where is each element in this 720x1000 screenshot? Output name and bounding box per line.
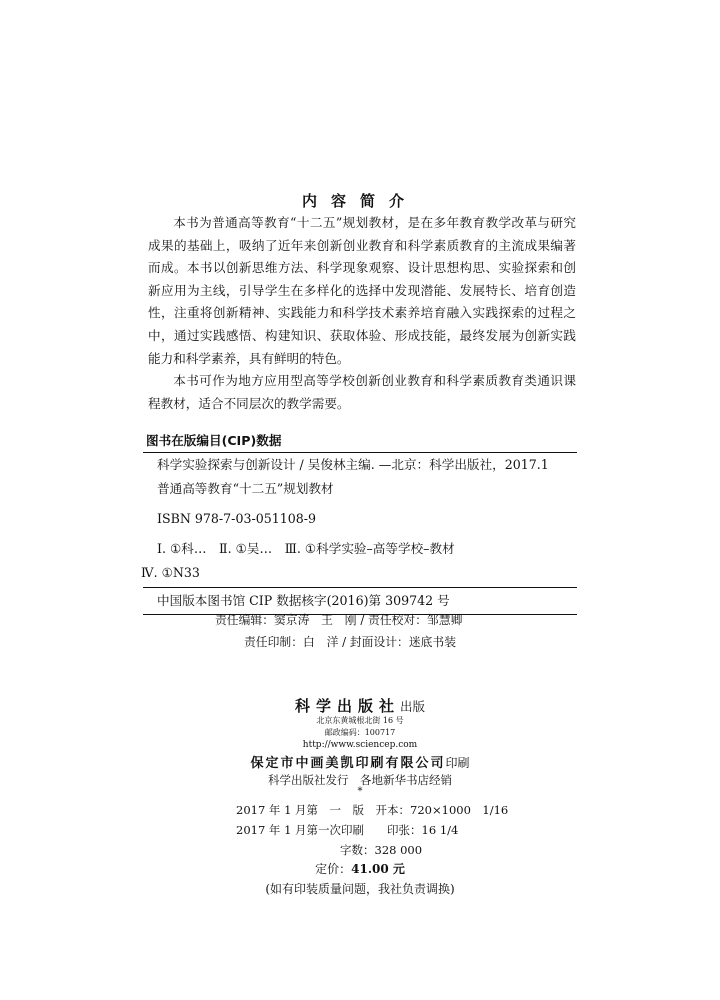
price-line (0, 860, 720, 877)
quality-note: (如有印装质量问题，我社负责调换) (265, 882, 455, 896)
summary-paragraph-2: 本书可作为地方应用型高等学校创新创业教育和科学素质教育类通识课程教材，适合不同层次的教学需要。 (148, 373, 576, 411)
cip-classification-1: Ⅰ. ①科… Ⅱ. ①吴… Ⅲ. ①科学实验–高等学校–教材 (157, 541, 455, 556)
edition-line-1: 2017 年 1 月第 一 版 开本：720×1000 1/16 (236, 803, 509, 817)
publisher-postcode: 邮政编码：100717 (324, 728, 396, 737)
cip-classification-2: Ⅳ. ①N33 (141, 565, 200, 580)
cip-isbn: ISBN 978-7-03-051108-9 (157, 511, 317, 526)
printer-line (0, 752, 720, 771)
publisher-suffix: 出版 (400, 699, 426, 714)
printer-suffix: 印刷 (445, 756, 470, 770)
price-label: 定价： (315, 862, 352, 876)
summary-title: 内容简介 (301, 192, 418, 210)
summary-body (148, 212, 576, 415)
publisher-line (0, 695, 720, 716)
summary-paragraph-1: 本书为普通高等教育“十二五”规划教材，是在多年教育教学改革与研究成果的基础上，吸纳了近年来创新创业教育和科学素质教育的主流成果编著而成。本书以创新思维方法、科学现象观察、设计思想构思、实验探索和创新应用为主线，引导学生在多样化的选择中发现潜能、发展特长、培育创造性，注重将创新精神、实践能力和科学技术素养培育融入实践探索的过程之中，通过实践感悟、构建知识、获取体验、形成技能，最终发展为创新实践能力和科学素养，具有鲜明的特色。 (148, 215, 576, 366)
word-count: 字数：328 000 (340, 843, 423, 857)
cip-heading: 图书在版编目(CIP)数据 (146, 433, 282, 448)
distribution-line: 科学出版社发行 各地新华书店经销 (268, 773, 452, 787)
cip-title-line: 科学实验探索与创新设计 / 吴俊林主编. —北京：科学出版社，2017.1 (157, 457, 549, 472)
publisher-url: http://www.sciencep.com (302, 740, 418, 750)
cip-number: 中国版本图书馆 CIP 数据核字(2016)第 309742 号 (157, 593, 450, 608)
publisher-name: 科学出版社 (294, 697, 400, 715)
edition-line-2: 2017 年 1 月第一次印刷 印张：16 1/4 (236, 823, 459, 837)
credits-production: 责任印制：白 洋 / 封面设计：迷底书装 (244, 635, 457, 649)
printer-name: 保定市中画美凯印刷有限公司 (250, 756, 446, 771)
publisher-address: 北京东黄城根北街 16 号 (316, 716, 404, 725)
separator-star: * (357, 786, 363, 797)
cip-block (143, 430, 577, 615)
cip-series-line: 普通高等教育“十二五”规划教材 (157, 481, 334, 496)
credits-editors: 责任编辑：窦京涛 王 刚 / 责任校对：邹慧卿 (215, 613, 463, 627)
price-value: 41.00 元 (351, 862, 405, 876)
